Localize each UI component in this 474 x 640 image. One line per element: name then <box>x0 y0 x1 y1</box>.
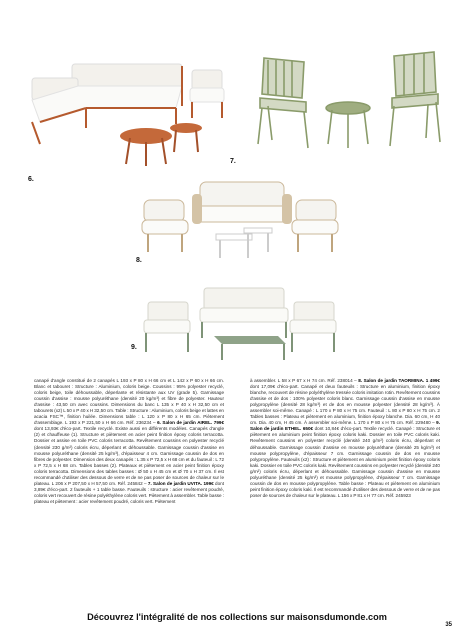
photo-salon-taormina <box>140 176 340 262</box>
page-number: 35 <box>445 622 452 628</box>
product-heading: 9. Salon de jardin ETHEL. 650€ <box>250 420 440 432</box>
product-heading: 6. Salon de jardin AIREL. 799€ <box>157 420 224 426</box>
product-heading: 8. Salon de jardin TAORMINA. 1 499€ <box>358 378 440 383</box>
product-description: à assembler. L 58 x P 67 x H 74 cm. Réf. 238014 – <box>250 378 359 383</box>
photo-salon-uvita <box>244 48 454 158</box>
product-description: dont 3,89€ d'éco-part. 2 fauteuils + 1 table basse. Fauteuils : structure : acier revêtement poudré, coloris vert recouvert de résine polyéthylène coloris vert. Piètement à assembler. Table basse : plateau et piètement : acier revêtement poudré, coloris vert. Piètement <box>34 480 224 504</box>
item-number-9: 9. <box>131 344 137 351</box>
footer-cta: Découvrez l'intégralité de nos collections sur maisonsdumonde.com <box>87 612 387 622</box>
product-heading: 7. Salon de jardin UVITA. 199€ <box>147 480 214 486</box>
product-description: dont 10,84€ d'éco-part. Textile recyclé. Canapé : Structure et piètement en aluminium peint finition époxy coloris kaki. Dossier en toile PVC coloris kaki. Revêtement coussins en polyester recyclé (densité 240 g/m²) coloris écru, déperlant et déhoussable. Garnissage coussin d'assise en mousse polyuréthane (densité 25 kg/m³) et mousse polypropylène, d'épaisseur 7 cm. Garnissage coussin de dos en mousse polypropylène. Fauteuils (x2) : Structure et piètement en aluminium peint finition époxy coloris kaki. Dossier en toile PVC coloris kaki. Revêtement coussins en polyester recyclé (densité 240 g/m²) coloris écru, déperlant et déhoussable. Garnissage coussin d'assise en mousse polyuréthane (densité 25 kg/m³) et mousse polypropylène, d'épaisseur 7 cm. Garnissage coussin de dos en mousse polypropylène. Table basse : Plateau et piètement en aluminium peint finition époxy coloris kaki. Il est recommandé d'utiliser des dessous de verre et de ne pas poser de sources de chaleur sur le plateau. L 156 x P 81 x H 77 cm. Réf. 245923 <box>250 426 441 498</box>
product-description: dont 13,93€ d'éco-part. Textile recyclé. Existe aussi en différents modèles. Canapés d'angle (2) et chauffeuse (1). Structure et piètement en acier peint finition époxy coloris terracotta. Dossier et assise en toile PVC coloris terracotta. Revêtement coussins en polyester recyclé (densité 230 g/m²) coloris écru, déperlant et déhoussable. Garnissage coussin d'assise en mousse polyuréthane (densité 25 kg/m³), d'épaisseur 4 cm. Garnissage coussin de dos en fibres de polyester. Dimension des deux canapés : L 35 x P 72,5 x H 68 cm et du fauteuil : L 72 x P 72,5 x H 68 cm. Tables basses (2). Plateaux et piètement en acier peint finition époxy coloris terracotta. Dimensions des tables basses : Ø 50 x H 45 cm et Ø 70 x H 37 cm. Il est recommandé d'utiliser des dessous de verre et de ne pas poser de sources de chaleur sur le plateau. L 206 x P 207,50 x H 57,50 cm. Réf. 245842 – <box>34 426 224 486</box>
text-column-left <box>34 378 224 505</box>
photo-salon-airel <box>26 56 226 174</box>
photo-salon-ethel <box>140 282 340 364</box>
product-description: dont 17,09€ d'éco-part. Canapé et deux fauteuils : Structure en aluminium, finition époxy blanche, recouvert de résine polyéthylène tressée coloris imitation rotin. Revêtement coussins d'assise et de dos : 100% polyester coloris blanc. Garnissage coussin d'assise en mousse polypropylène (densité 28 kg/m³) et de dos en mousse polyester (densité 28 kg/m³). À assembler soi-même. Canapé : L 170 x P 80 x H 75 cm. Fauteuil : L 80 x P 80 x H 75 cm. 2 Tables basses : Plateau et piètement en aluminium, finition époxy blanche. Dia. 60 cm, H 40 cm. Dia. 40 cm, H 45 cm. À assembler soi-même. L 170 x P 80 x H 75 cm. Réf. 229480 – <box>250 384 440 426</box>
item-number-7: 7. <box>230 158 236 165</box>
product-description: canapé d'angle constitué de 2 canapés L 193 x P 80 x H 66 cm et L 142 x P 60 x H 66 cm. Blanc et tabouret : Structure : Aluminium, coloris beige. Coussins : 95% polyester recyclé, coloris beige, toile déhoussable, déperlante et résistante aux UV (grade 5). Garnissage coussin d'assise : mousse polyuréthane (densité 20 kg/m³) et fibre de polyester. Hauteur d'assise : 43,50 cm avec coussins. Dimensions du banc L 135 x P 40 x H 32,50 cm et tabourets (x2) L 50 x P 40 x H 32,50 cm. Table : Structure : Aluminium, coloris beige et lattes en acacia FSC™, finition huilée. Dimensions table : L 120 x P 80 x H 65 cm. Piètement d'assemblage. L 193 x P 221,50 x H 66 cm. Réf. 236234 – <box>34 378 224 426</box>
text-column-right <box>250 378 440 499</box>
item-number-6: 6. <box>28 176 34 183</box>
item-number-8: 8. <box>136 257 142 264</box>
